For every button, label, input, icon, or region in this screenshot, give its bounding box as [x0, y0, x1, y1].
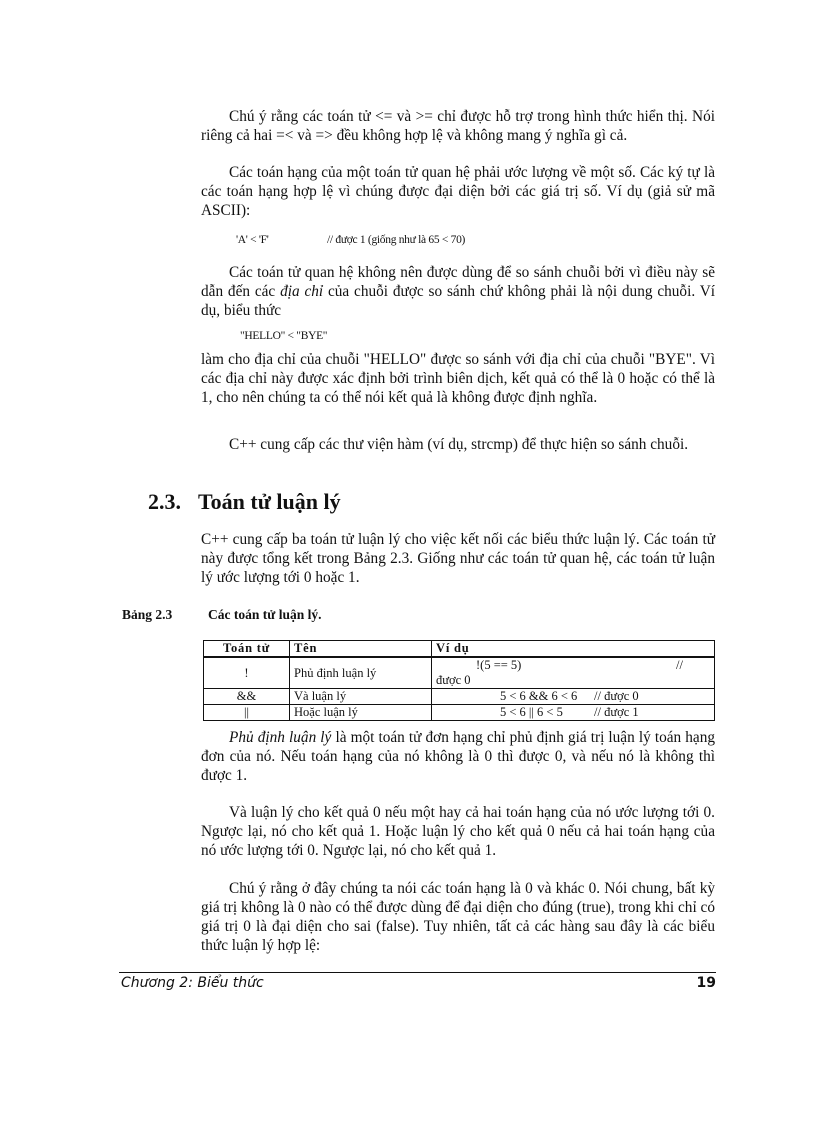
header-operator: Toán tử — [204, 641, 290, 658]
table-header-row — [204, 641, 715, 658]
paragraph-text: C++ cung cấp ba toán tử luận lý cho việc kết nối các biểu thức luận lý. Các toán tử này được tổng kết trong Bảng 2.3. Giống như các toán tử quan hệ, các toán tử luận lý ước lượng tới 0 hoặc 1. — [201, 531, 715, 586]
paragraph-text: Các toán hạng của một toán tử quan hệ phải ước lượng về một số. Các ký tự là các toán hạng hợp lệ vì chúng được đại diện bởi các giá trị số. Ví dụ (giả sử mã ASCII): — [201, 164, 715, 219]
paragraph-operator-note — [201, 107, 715, 145]
paragraph-text: Chú ý rằng các toán tử <= và >= chỉ được hỗ trợ trong hình thức hiển thị. Nói riêng cả hai =< và => đều không hợp lệ và không mang ý nghĩa gì cả. — [201, 108, 715, 144]
footer-page-number: 19 — [696, 975, 716, 991]
paragraph-address — [201, 350, 715, 407]
italic-term: địa chỉ — [280, 283, 324, 300]
paragraph-logical-intro — [201, 530, 715, 587]
section-title: Toán tử luận lý — [198, 489, 341, 514]
cell-name: Hoặc luận lý — [290, 705, 432, 721]
header-name: Tên — [290, 641, 432, 658]
paragraph-strcmp — [201, 435, 715, 454]
table-caption-label: Bảng 2.3 — [122, 607, 173, 622]
section-number: 2.3. — [148, 489, 181, 514]
paragraph-nonzero — [201, 879, 715, 955]
cell-example — [432, 705, 715, 721]
example-comment: // được 1 — [594, 705, 639, 719]
table-row — [204, 705, 715, 721]
code-ascii-expression: 'A' < 'F' — [236, 234, 269, 246]
cell-operator: || — [204, 705, 290, 721]
paragraph-and-or — [201, 803, 715, 860]
footer-chapter: Chương 2: Biểu thức — [121, 975, 264, 991]
italic-term: Phủ định luận lý — [229, 729, 332, 746]
section-heading — [148, 489, 341, 515]
paragraph-text: Chú ý rằng ở đây chúng ta nói các toán hạng là 0 và khác 0. Nói chung, bất kỳ giá trị không là 0 nào có thể được dùng để đại diện cho đúng (true), trong khi chỉ có giá trị 0 là đại diện cho sai (false). Tuy nhiên, tất cả các hàng sau đây là các biểu thức luận lý hợp lệ: — [201, 880, 715, 954]
paragraph-text: C++ cung cấp các thư viện hàm (ví dụ, strcmp) để thực hiện so sánh chuỗi. — [229, 436, 689, 453]
cell-operator: && — [204, 689, 290, 705]
paragraph-operands — [201, 163, 715, 220]
cell-operator: ! — [204, 657, 290, 689]
paragraph-logical-not: Phủ định luận lý là một toán tử đơn hạng chỉ phủ định giá trị luận lý toán hạng đơn của nó. Nếu toán hạng của nó không là 0 thì được 0, và nếu nó là không thì được 1. — [201, 729, 715, 784]
cell-example — [432, 657, 715, 689]
table-caption-title: Các toán tử luận lý. — [208, 607, 322, 622]
example-expression: 5 < 6 && 6 < 6 — [500, 689, 578, 703]
example-expression: !(5 == 5) — [476, 658, 522, 672]
example-comment: // được 0 — [594, 689, 639, 703]
cell-name: Và luận lý — [290, 689, 432, 705]
cell-name: Phủ định luận lý — [290, 657, 432, 689]
table-row — [204, 657, 715, 689]
example-expression: 5 < 6 || 6 < 5 — [500, 705, 563, 719]
paragraph-text: làm cho địa chỉ của chuỗi "HELLO" được so sánh với địa chỉ của chuỗi "BYE". Vì các địa chỉ này được xác định bởi trình biên dịch, kết quả có thể là 0 hoặc có thể là 1, cho nên chúng ta có thể nói kết quả là không được định nghĩa. — [201, 351, 715, 406]
table-row — [204, 689, 715, 705]
header-example: Ví dụ — [432, 641, 715, 658]
logical-operators-table — [203, 640, 715, 721]
code-ascii-comment: // được 1 (giống như là 65 < 70) — [327, 234, 466, 246]
code-string-expression: "HELLO" < "BYE" — [240, 330, 328, 342]
cell-example — [432, 689, 715, 705]
footer-divider — [119, 972, 716, 973]
paragraph-string-compare: Các toán tử quan hệ không nên được dùng để so sánh chuỗi bởi vì điều này sẽ dẫn đến các địa chỉ của chuỗi được so sánh chứ không phải là nội dung chuỗi. Ví dụ, biểu thức — [201, 264, 716, 319]
paragraph-text: Và luận lý cho kết quả 0 nếu một hay cả hai toán hạng của nó ước lượng tới 0. Ngược lại, nó cho kết quả 1. Hoặc luận lý cho kết quả 0 nếu cả hai toán hạng của nó ước lượng tới 0. Ngược lại, nó cho kết quả 1. — [201, 804, 715, 859]
example-comment: // được 0 — [436, 658, 683, 687]
